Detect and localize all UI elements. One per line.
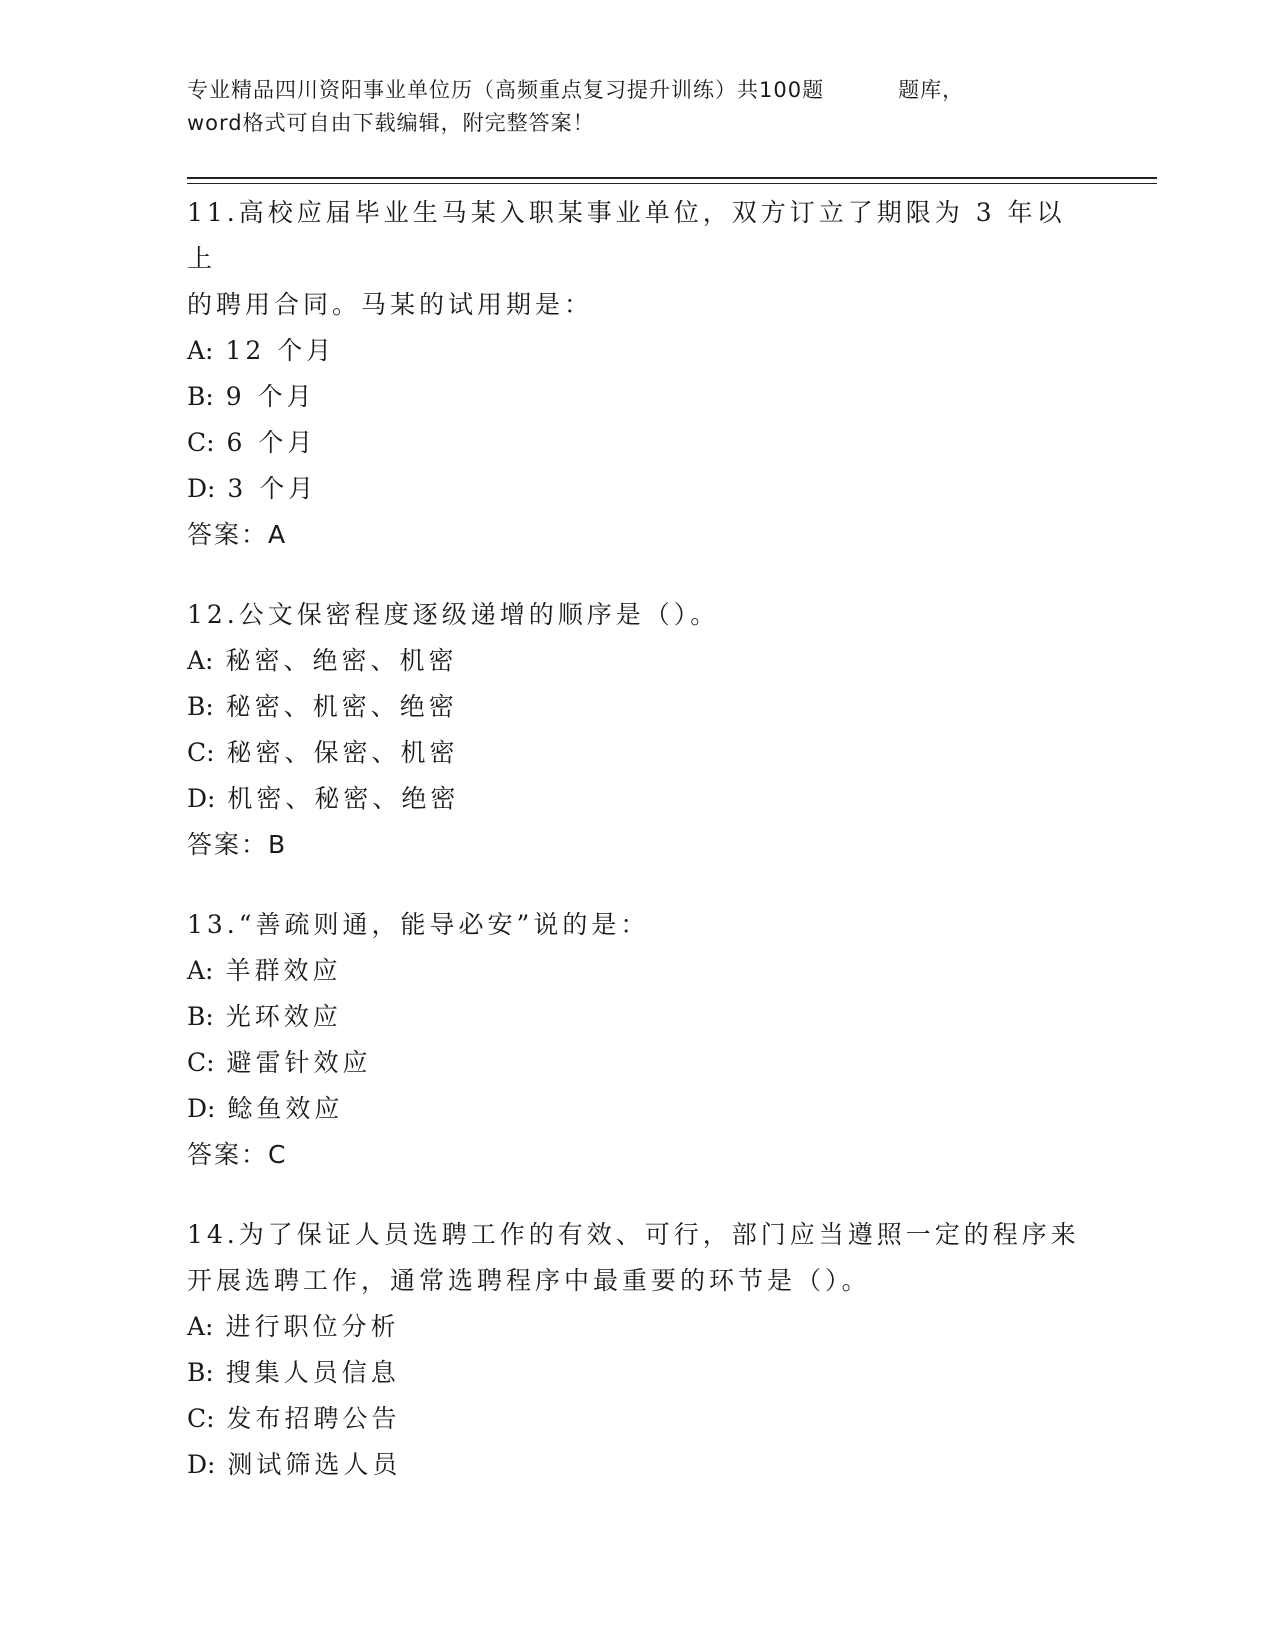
option-d [187,1086,1087,1132]
question-list [187,190,1087,1522]
header-divider-thin [187,183,1157,184]
question-14 [187,1212,1087,1488]
option-a [187,638,1087,684]
option-key: D: [187,1450,216,1479]
option-key: C: [187,738,215,767]
option-text: 6 个月 [226,428,317,457]
option-key: A: [187,956,214,985]
option-c [187,730,1087,776]
option-b [187,994,1087,1040]
question-stem: 14.为了保证人员选聘工作的有效、可行，部门应当遵照一定的程序来 [187,1220,1080,1249]
option-text: 避雷针效应 [226,1048,372,1077]
option-key: B: [187,1358,214,1387]
answer-line: 答案：C [187,1140,288,1169]
option-text: 秘密、机密、绝密 [225,692,458,721]
option-key: A: [187,646,214,675]
header-divider-thick [187,177,1157,179]
option-a [187,948,1087,994]
option-d [187,776,1087,822]
option-text: 机密、秘密、绝密 [227,784,460,813]
option-d [187,466,1087,512]
option-text: 12 个月 [225,336,336,365]
option-key: C: [187,1404,215,1433]
question-stem: 12.公文保密程度逐级递增的顺序是（）。 [187,600,720,629]
option-a [187,328,1087,374]
question-stem: 的聘用合同。马某的试用期是： [187,290,594,319]
option-text: 光环效应 [225,1002,342,1031]
option-c [187,1396,1087,1442]
document-header [187,74,1087,140]
option-key: D: [187,784,216,813]
header-title-suffix: 题库， [898,78,965,102]
question-stem: 开展选聘工作，通常选聘程序中最重要的环节是（）。 [187,1266,871,1295]
header-title: 专业精品四川资阳事业单位历（高频重点复习提升训练）共100题 [187,78,825,102]
question-stem: 11.高校应届毕业生马某入职某事业单位，双方订立了期限为 3 年以上 [187,198,1066,273]
option-b [187,684,1087,730]
option-text: 搜集人员信息 [225,1358,400,1387]
option-text: 测试筛选人员 [227,1450,402,1479]
option-text: 秘密、保密、机密 [226,738,459,767]
answer-line: 答案：A [187,520,288,549]
answer-line: 答案：B [187,830,288,859]
option-key: B: [187,692,214,721]
option-key: B: [187,1002,214,1031]
option-key: D: [187,1094,216,1123]
option-b [187,374,1087,420]
option-key: C: [187,1048,215,1077]
option-text: 9 个月 [225,382,316,411]
option-text: 羊群效应 [225,956,342,985]
option-text: 鲶鱼效应 [227,1094,344,1123]
option-key: A: [187,336,214,365]
option-c [187,1040,1087,1086]
question-12 [187,592,1087,868]
option-b [187,1350,1087,1396]
option-text: 发布招聘公告 [226,1404,401,1433]
question-stem: 13.“善疏则通，能导必安”说的是： [187,910,650,939]
option-key: B: [187,382,214,411]
question-11 [187,190,1087,558]
option-text: 秘密、绝密、机密 [225,646,458,675]
question-13 [187,902,1087,1178]
option-key: C: [187,428,215,457]
option-text: 进行职位分析 [225,1312,400,1341]
option-text: 3 个月 [227,474,318,503]
header-line-2: word格式可自由下载编辑，附完整答案！ [187,111,595,135]
option-key: D: [187,474,216,503]
header-line-1 [187,74,1087,107]
option-key: A: [187,1312,214,1341]
option-a [187,1304,1087,1350]
option-d [187,1442,1087,1488]
option-c [187,420,1087,466]
